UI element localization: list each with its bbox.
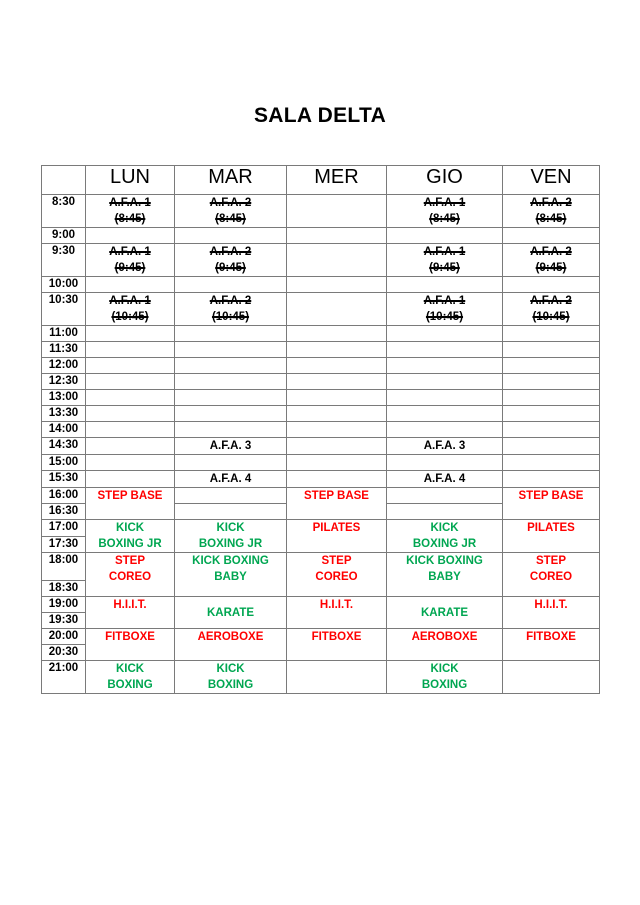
time-label: 19:30 <box>42 613 86 629</box>
time-row <box>42 488 600 504</box>
empty-cell <box>287 293 387 326</box>
time-label: 15:30 <box>42 471 86 488</box>
empty-cell <box>387 342 503 358</box>
empty-cell <box>175 390 287 406</box>
empty-cell <box>503 277 600 293</box>
event-afa4: A.F.A. 4 <box>387 471 503 488</box>
empty-cell <box>387 455 503 471</box>
empty-cell <box>175 406 287 422</box>
event-afa2-cancelled: A.F.A. 2 (10:45) <box>175 293 287 326</box>
event-fitboxe: FITBOXE <box>86 629 175 661</box>
empty-cell <box>287 438 387 455</box>
empty-cell <box>86 422 175 438</box>
empty-cell <box>86 455 175 471</box>
event-afa2-cancelled: A.F.A. 2 (9:45) <box>175 244 287 277</box>
empty-cell <box>503 438 600 455</box>
time-row <box>42 406 600 422</box>
time-label: 10:00 <box>42 277 86 293</box>
event-afa1-cancelled: A.F.A. 1 (10:45) <box>387 293 503 326</box>
day-header: MER <box>287 166 387 195</box>
day-header: LUN <box>86 166 175 195</box>
empty-cell <box>287 455 387 471</box>
empty-cell <box>287 342 387 358</box>
time-row <box>42 629 600 645</box>
empty-cell <box>287 661 387 694</box>
event-hiit: H.I.I.T. <box>287 597 387 629</box>
event-afa2-cancelled: A.F.A. 2 (8:45) <box>503 195 600 228</box>
event-pilates: PILATES <box>287 520 387 553</box>
empty-cell <box>503 455 600 471</box>
empty-cell <box>387 326 503 342</box>
event-afa1-cancelled: A.F.A. 1 (8:45) <box>86 195 175 228</box>
time-label: 15:00 <box>42 455 86 471</box>
time-label: 11:30 <box>42 342 86 358</box>
event-kick-boxing: KICK BOXING <box>387 661 503 694</box>
time-row <box>42 553 600 581</box>
event-pilates: PILATES <box>503 520 600 553</box>
event-afa3: A.F.A. 3 <box>175 438 287 455</box>
event-aeroboxe: AEROBOXE <box>175 629 287 661</box>
time-label: 12:30 <box>42 374 86 390</box>
empty-cell <box>287 422 387 438</box>
empty-cell <box>175 374 287 390</box>
time-label: 14:00 <box>42 422 86 438</box>
empty-cell <box>175 422 287 438</box>
empty-cell <box>503 342 600 358</box>
empty-cell <box>86 406 175 422</box>
event-step-coreo: STEP COREO <box>86 553 175 597</box>
empty-cell <box>175 455 287 471</box>
time-label: 18:00 <box>42 553 86 581</box>
page-title: SALA DELTA <box>253 104 387 127</box>
event-kick-boxing-baby: KICK BOXING BABY <box>175 553 287 597</box>
event-afa2-cancelled: A.F.A. 2 (9:45) <box>503 244 600 277</box>
empty-cell <box>387 277 503 293</box>
event-fitboxe: FITBOXE <box>287 629 387 661</box>
empty-cell <box>387 422 503 438</box>
empty-cell <box>387 406 503 422</box>
empty-cell <box>86 374 175 390</box>
empty-cell <box>387 374 503 390</box>
empty-cell <box>86 358 175 374</box>
empty-cell <box>287 195 387 228</box>
time-label: 20:00 <box>42 629 86 645</box>
time-row <box>42 326 600 342</box>
time-row <box>42 293 600 326</box>
time-row <box>42 358 600 374</box>
empty-cell <box>503 661 600 694</box>
empty-cell <box>287 326 387 342</box>
event-hiit: H.I.I.T. <box>86 597 175 629</box>
empty-cell <box>86 438 175 455</box>
event-afa4: A.F.A. 4 <box>175 471 287 488</box>
empty-cell <box>86 390 175 406</box>
empty-cell <box>287 358 387 374</box>
day-header: GIO <box>387 166 503 195</box>
empty-cell <box>287 228 387 244</box>
empty-cell <box>503 390 600 406</box>
time-label: 19:00 <box>42 597 86 613</box>
empty-cell <box>86 326 175 342</box>
empty-cell <box>287 390 387 406</box>
event-afa1-cancelled: A.F.A. 1 (9:45) <box>86 244 175 277</box>
header-row <box>42 166 600 195</box>
empty-cell <box>175 488 287 504</box>
day-header: MAR <box>175 166 287 195</box>
event-afa1-cancelled: A.F.A. 1 (10:45) <box>86 293 175 326</box>
empty-cell <box>387 228 503 244</box>
empty-cell <box>387 504 503 520</box>
time-row <box>42 390 600 406</box>
time-label: 16:30 <box>42 504 86 520</box>
empty-cell <box>503 326 600 342</box>
time-row <box>42 342 600 358</box>
time-row <box>42 455 600 471</box>
event-fitboxe: FITBOXE <box>503 629 600 661</box>
empty-cell <box>175 504 287 520</box>
empty-cell <box>387 390 503 406</box>
empty-cell <box>503 374 600 390</box>
event-step-base: STEP BASE <box>86 488 175 520</box>
day-header: VEN <box>503 166 600 195</box>
event-kick-boxing-jr: KICK BOXING JR <box>175 520 287 553</box>
event-aeroboxe: AEROBOXE <box>387 629 503 661</box>
event-kick-boxing: KICK BOXING <box>86 661 175 694</box>
time-label: 9:00 <box>42 228 86 244</box>
empty-cell <box>503 358 600 374</box>
empty-cell <box>287 244 387 277</box>
empty-cell <box>175 277 287 293</box>
empty-cell <box>287 277 387 293</box>
time-label: 21:00 <box>42 661 86 694</box>
event-step-base: STEP BASE <box>503 488 600 520</box>
empty-cell <box>175 228 287 244</box>
empty-cell <box>86 277 175 293</box>
time-label: 16:00 <box>42 488 86 504</box>
empty-cell <box>287 471 387 488</box>
event-afa1-cancelled: A.F.A. 1 (8:45) <box>387 195 503 228</box>
empty-cell <box>175 342 287 358</box>
empty-cell <box>503 422 600 438</box>
empty-cell <box>503 406 600 422</box>
time-label: 18:30 <box>42 581 86 597</box>
empty-cell <box>287 374 387 390</box>
event-step-base: STEP BASE <box>287 488 387 520</box>
empty-cell <box>387 358 503 374</box>
event-afa3: A.F.A. 3 <box>387 438 503 455</box>
empty-cell <box>86 228 175 244</box>
event-afa2-cancelled: A.F.A. 2 (8:45) <box>175 195 287 228</box>
time-row <box>42 422 600 438</box>
event-kick-boxing-jr: KICK BOXING JR <box>86 520 175 553</box>
time-label: 14:30 <box>42 438 86 455</box>
empty-cell <box>86 471 175 488</box>
time-label: 13:00 <box>42 390 86 406</box>
event-afa1-cancelled: A.F.A. 1 (9:45) <box>387 244 503 277</box>
event-step-coreo: STEP COREO <box>503 553 600 597</box>
time-row <box>42 195 600 228</box>
event-kick-boxing-baby: KICK BOXING BABY <box>387 553 503 597</box>
event-kick-boxing-jr: KICK BOXING JR <box>387 520 503 553</box>
empty-cell <box>175 358 287 374</box>
time-label: 17:30 <box>42 536 86 553</box>
time-row <box>42 244 600 277</box>
event-afa2-cancelled: A.F.A. 2 (10:45) <box>503 293 600 326</box>
time-row <box>42 661 600 694</box>
time-label: 9:30 <box>42 244 86 277</box>
time-row <box>42 597 600 613</box>
time-row <box>42 228 600 244</box>
time-row <box>42 374 600 390</box>
time-label: 20:30 <box>42 645 86 661</box>
time-label: 17:00 <box>42 520 86 537</box>
time-label: 10:30 <box>42 293 86 326</box>
empty-cell <box>503 228 600 244</box>
event-karate: KARATE <box>387 597 503 629</box>
time-label: 11:00 <box>42 326 86 342</box>
event-step-coreo: STEP COREO <box>287 553 387 597</box>
event-kick-boxing: KICK BOXING <box>175 661 287 694</box>
time-label: 13:30 <box>42 406 86 422</box>
empty-cell <box>287 406 387 422</box>
schedule-table <box>41 165 600 694</box>
time-label: 12:00 <box>42 358 86 374</box>
time-row <box>42 438 600 455</box>
time-row <box>42 471 600 488</box>
time-row <box>42 520 600 537</box>
event-karate: KARATE <box>175 597 287 629</box>
time-label: 8:30 <box>42 195 86 228</box>
empty-cell <box>175 326 287 342</box>
time-row <box>42 277 600 293</box>
corner-cell <box>42 166 86 195</box>
empty-cell <box>387 488 503 504</box>
empty-cell <box>86 342 175 358</box>
event-hiit: H.I.I.T. <box>503 597 600 629</box>
empty-cell <box>503 471 600 488</box>
